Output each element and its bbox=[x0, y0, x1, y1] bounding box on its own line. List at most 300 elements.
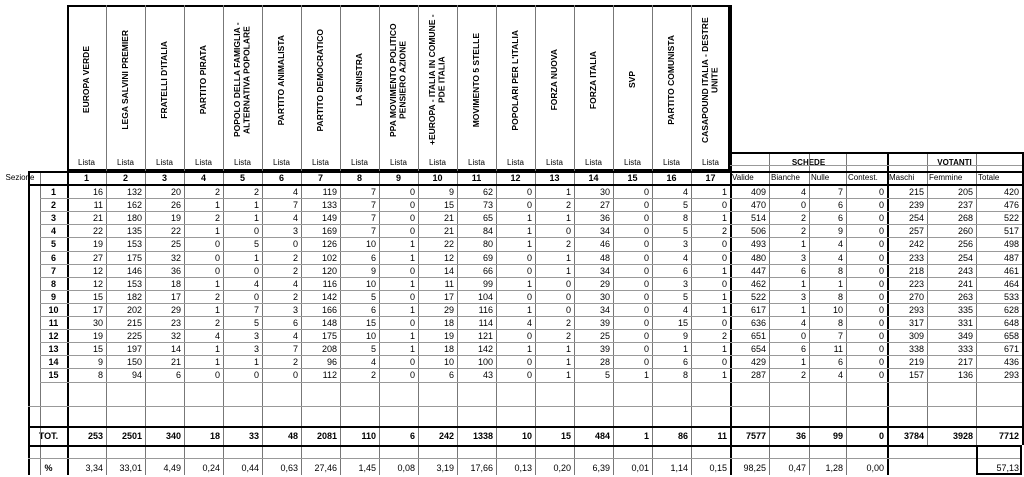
party-name: FORZA NUOVA bbox=[548, 49, 559, 111]
vote-cell: 4 bbox=[682, 252, 688, 263]
vote-cell: 4 bbox=[292, 187, 298, 197]
vote-cell: 2 bbox=[721, 226, 727, 237]
vote-cell: 14 bbox=[443, 265, 454, 276]
list-number: 14 bbox=[588, 173, 599, 183]
section-number: 12 bbox=[48, 331, 59, 342]
party-name: FORZA ITALIA bbox=[587, 50, 598, 110]
votanti-cell: 420 bbox=[1003, 187, 1019, 197]
schede-cell: 654 bbox=[750, 344, 766, 355]
vote-cell: 1 bbox=[409, 239, 415, 250]
schede-cell: 8 bbox=[837, 291, 843, 302]
vote-cell: 0 bbox=[643, 331, 649, 342]
votanti-cell: 349 bbox=[957, 331, 973, 342]
schede-cell: 1 bbox=[800, 239, 806, 250]
list-number: 5 bbox=[239, 173, 245, 183]
lista-label: Lista bbox=[273, 158, 290, 167]
vote-cell: 84 bbox=[482, 226, 493, 237]
vote-cell: 1 bbox=[409, 331, 415, 342]
vote-cell: 6 bbox=[292, 318, 298, 328]
vote-cell: 132 bbox=[126, 187, 142, 197]
schede-cell: 8 bbox=[837, 265, 843, 276]
grid-line bbox=[106, 5, 107, 475]
section-number: 1 bbox=[50, 187, 56, 197]
vote-cell: 17 bbox=[170, 291, 181, 302]
schede-cell: 636 bbox=[750, 318, 766, 328]
total-schede-cell: 0 bbox=[878, 431, 884, 441]
vote-cell: 135 bbox=[126, 226, 142, 237]
grid-line bbox=[887, 152, 889, 445]
total-vote-cell: 15 bbox=[560, 431, 571, 441]
vote-cell: 10 bbox=[443, 357, 454, 368]
vote-cell: 1 bbox=[721, 265, 727, 276]
total-vote-cell: 33 bbox=[248, 431, 259, 441]
vote-cell: 28 bbox=[599, 357, 610, 368]
grid-line bbox=[418, 5, 419, 475]
vote-cell: 4 bbox=[292, 278, 298, 289]
vote-cell: 0 bbox=[643, 278, 649, 289]
total-vote-cell: 10 bbox=[521, 431, 532, 441]
vote-cell: 73 bbox=[482, 200, 493, 211]
vote-cell: 25 bbox=[170, 239, 181, 250]
schede-cell: 429 bbox=[750, 357, 766, 368]
vote-cell: 1 bbox=[253, 357, 259, 368]
schede-cell: 3 bbox=[800, 252, 806, 263]
vote-cell: 0 bbox=[409, 226, 415, 237]
percent-vote-cell: 0,44 bbox=[241, 463, 259, 473]
votanti-col-header: Totale bbox=[978, 173, 1000, 182]
lista-label: Lista bbox=[312, 158, 329, 167]
schede-cell: 617 bbox=[750, 304, 766, 315]
vote-cell: 30 bbox=[92, 318, 103, 328]
schede-cell: 0 bbox=[878, 187, 884, 197]
vote-cell: 0 bbox=[409, 318, 415, 328]
votanti-cell: 338 bbox=[908, 344, 924, 355]
grid-line bbox=[40, 329, 1022, 330]
grid-line bbox=[40, 237, 1022, 238]
vote-cell: 1 bbox=[253, 200, 259, 211]
vote-cell: 175 bbox=[321, 331, 337, 342]
grid-line bbox=[223, 5, 224, 475]
vote-cell: 1 bbox=[409, 344, 415, 355]
schede-cell: 1 bbox=[837, 278, 843, 289]
vote-cell: 5 bbox=[682, 200, 688, 211]
vote-cell: 4 bbox=[253, 278, 259, 289]
grid-line bbox=[28, 184, 1022, 186]
vote-cell: 27 bbox=[599, 200, 610, 211]
vote-cell: 0 bbox=[526, 357, 532, 368]
vote-cell: 26 bbox=[170, 200, 181, 211]
grid-line bbox=[40, 171, 41, 475]
vote-cell: 0 bbox=[253, 370, 259, 381]
vote-cell: 0 bbox=[721, 252, 727, 263]
vote-cell: 9 bbox=[448, 187, 454, 197]
vote-cell: 19 bbox=[92, 331, 103, 342]
lista-label: Lista bbox=[585, 158, 602, 167]
vote-cell: 1 bbox=[214, 304, 220, 315]
vote-cell: 0 bbox=[409, 357, 415, 368]
vote-cell: 1 bbox=[565, 213, 571, 224]
votanti-col-header: Femmine bbox=[929, 173, 963, 182]
vote-cell: 2 bbox=[214, 291, 220, 302]
vote-cell: 1 bbox=[721, 304, 727, 315]
vote-cell: 9 bbox=[370, 265, 376, 276]
total-votanti-cell: 7712 bbox=[998, 431, 1019, 441]
vote-cell: 1 bbox=[643, 370, 649, 381]
schede-cell: 0 bbox=[878, 265, 884, 276]
percent-vote-cell: 3,19 bbox=[436, 463, 454, 473]
schede-cell: 2 bbox=[800, 370, 806, 381]
schede-cell: 0 bbox=[878, 200, 884, 211]
vote-cell: 17 bbox=[443, 291, 454, 302]
section-number: 11 bbox=[48, 318, 59, 328]
vote-cell: 34 bbox=[599, 226, 610, 237]
vote-cell: 17 bbox=[92, 304, 103, 315]
vote-cell: 1 bbox=[526, 213, 532, 224]
vote-cell: 1 bbox=[721, 187, 727, 197]
list-number: 2 bbox=[122, 173, 128, 183]
vote-cell: 6 bbox=[448, 370, 454, 381]
list-number: 13 bbox=[549, 173, 560, 183]
vote-cell: 2 bbox=[253, 187, 259, 197]
party-name-label bbox=[67, 10, 106, 150]
vote-cell: 34 bbox=[599, 265, 610, 276]
vote-cell: 0 bbox=[721, 278, 727, 289]
vote-cell: 215 bbox=[126, 318, 142, 328]
grid-line bbox=[262, 5, 263, 475]
vote-cell: 116 bbox=[478, 304, 493, 315]
votanti-cell: 254 bbox=[908, 213, 924, 224]
vote-cell: 1 bbox=[526, 239, 532, 250]
votanti-cell: 464 bbox=[1003, 278, 1019, 289]
vote-cell: 2 bbox=[292, 265, 298, 276]
vote-cell: 180 bbox=[126, 213, 142, 224]
votanti-cell: 293 bbox=[908, 304, 924, 315]
list-number: 8 bbox=[356, 173, 362, 183]
vote-cell: 20 bbox=[170, 187, 181, 197]
percent-vote-cell: 1,14 bbox=[670, 463, 688, 473]
vote-cell: 0 bbox=[409, 187, 415, 197]
votanti-cell: 254 bbox=[957, 252, 973, 263]
percent-vote-cell: 4,49 bbox=[163, 463, 181, 473]
vote-cell: 146 bbox=[126, 265, 142, 276]
vote-cell: 62 bbox=[482, 187, 493, 197]
schede-cell: 6 bbox=[800, 265, 806, 276]
schede-cell: 447 bbox=[750, 265, 766, 276]
vote-cell: 21 bbox=[443, 226, 454, 237]
vote-cell: 133 bbox=[321, 200, 337, 211]
section-number: 9 bbox=[50, 291, 56, 302]
vote-cell: 10 bbox=[365, 278, 376, 289]
votanti-cell: 628 bbox=[1003, 304, 1019, 315]
vote-cell: 0 bbox=[643, 318, 649, 328]
votanti-cell: 317 bbox=[908, 318, 924, 328]
vote-cell: 0 bbox=[643, 213, 649, 224]
total-vote-cell: 1 bbox=[643, 431, 649, 441]
lista-label: Lista bbox=[702, 158, 719, 167]
party-name-label bbox=[574, 10, 613, 150]
vote-cell: 65 bbox=[482, 213, 493, 224]
schede-cell: 462 bbox=[750, 278, 766, 289]
percent-votanti-total: 57,13 bbox=[996, 463, 1019, 473]
schede-cell: 4 bbox=[800, 318, 806, 328]
vote-cell: 1 bbox=[214, 344, 220, 355]
vote-cell: 0 bbox=[721, 318, 727, 328]
vote-cell: 1 bbox=[214, 200, 220, 211]
vote-cell: 2 bbox=[292, 357, 298, 368]
vote-cell: 3 bbox=[253, 331, 259, 342]
votanti-cell: 309 bbox=[908, 331, 924, 342]
vote-cell: 0 bbox=[643, 200, 649, 211]
percent-vote-cell: 1,45 bbox=[358, 463, 376, 473]
party-name: LEGA SALVINI PREMIER bbox=[119, 30, 130, 130]
grid-line bbox=[184, 5, 185, 475]
vote-cell: 1 bbox=[565, 187, 571, 197]
party-name: POPOLARI PER L'ITALIA bbox=[509, 29, 520, 131]
grid-line bbox=[652, 5, 653, 475]
vote-cell: 22 bbox=[170, 226, 181, 237]
schede-cell: 0 bbox=[878, 278, 884, 289]
grid-line bbox=[40, 277, 1022, 278]
vote-cell: 0 bbox=[214, 239, 220, 250]
percent-vote-cell: 0,08 bbox=[397, 463, 415, 473]
percent-vote-cell: 17,66 bbox=[470, 463, 493, 473]
vote-cell: 1 bbox=[682, 344, 688, 355]
schede-cell: 1 bbox=[800, 357, 806, 368]
schede-cell: 7 bbox=[837, 187, 843, 197]
section-number: 15 bbox=[48, 370, 59, 381]
vote-cell: 100 bbox=[477, 357, 493, 368]
vote-cell: 0 bbox=[721, 357, 727, 368]
vote-cell: 0 bbox=[526, 200, 532, 211]
lista-label: Lista bbox=[429, 158, 446, 167]
vote-cell: 1 bbox=[721, 344, 727, 355]
grid-line bbox=[40, 211, 1022, 212]
vote-cell: 1 bbox=[526, 344, 532, 355]
party-name-label bbox=[652, 10, 691, 150]
party-name: PARTITO COMUNISTA bbox=[665, 35, 676, 125]
vote-cell: 4 bbox=[682, 187, 688, 197]
votanti-cell: 533 bbox=[1003, 291, 1019, 302]
vote-cell: 1 bbox=[721, 370, 727, 381]
list-number: 12 bbox=[510, 173, 521, 183]
vote-cell: 1 bbox=[721, 291, 727, 302]
vote-cell: 4 bbox=[214, 331, 220, 342]
total-vote-cell: 2081 bbox=[316, 431, 337, 441]
schede-cell: 0 bbox=[878, 252, 884, 263]
section-number: 2 bbox=[50, 200, 56, 211]
vote-cell: 18 bbox=[443, 318, 454, 328]
schede-col-header: Nulle bbox=[811, 173, 830, 182]
schede-cell: 10 bbox=[832, 304, 843, 315]
party-name-label bbox=[301, 10, 340, 150]
vote-cell: 0 bbox=[253, 265, 259, 276]
vote-cell: 1 bbox=[565, 357, 571, 368]
vote-cell: 150 bbox=[126, 357, 142, 368]
party-name-label bbox=[106, 10, 145, 150]
schede-cell: 0 bbox=[878, 291, 884, 302]
vote-cell: 4 bbox=[370, 357, 376, 368]
party-name: PARTITO PIRATA bbox=[197, 45, 208, 115]
vote-cell: 9 bbox=[682, 331, 688, 342]
vote-cell: 1 bbox=[526, 226, 532, 237]
grid-line bbox=[67, 5, 69, 475]
schede-cell: 6 bbox=[837, 357, 843, 368]
vote-cell: 142 bbox=[477, 344, 493, 355]
vote-cell: 30 bbox=[599, 187, 610, 197]
lista-label: Lista bbox=[507, 158, 524, 167]
schede-cell: 0 bbox=[800, 200, 806, 211]
schede-cell: 470 bbox=[750, 200, 766, 211]
vote-cell: 1 bbox=[214, 226, 220, 237]
vote-cell: 0 bbox=[214, 370, 220, 381]
vote-cell: 48 bbox=[599, 252, 610, 263]
vote-cell: 102 bbox=[321, 252, 337, 263]
vote-cell: 1 bbox=[565, 252, 571, 263]
votanti-cell: 461 bbox=[1003, 265, 1019, 276]
schede-cell: 493 bbox=[750, 239, 766, 250]
vote-cell: 11 bbox=[93, 200, 103, 211]
percent-label: % bbox=[44, 463, 53, 473]
grid-line bbox=[379, 5, 380, 475]
list-number: 16 bbox=[666, 173, 677, 183]
votanti-cell: 335 bbox=[957, 304, 973, 315]
vote-cell: 153 bbox=[126, 278, 142, 289]
total-vote-cell: 6 bbox=[409, 431, 415, 441]
party-name: CASAPOUND ITALIA - DESTRE UNITE bbox=[700, 17, 720, 143]
vote-cell: 29 bbox=[599, 278, 610, 289]
vote-cell: 6 bbox=[370, 252, 376, 263]
lista-label: Lista bbox=[663, 158, 680, 167]
party-name-label bbox=[379, 10, 418, 150]
vote-cell: 1 bbox=[253, 252, 259, 263]
vote-cell: 0 bbox=[253, 291, 259, 302]
grid-line bbox=[40, 342, 1022, 343]
vote-cell: 12 bbox=[443, 252, 454, 263]
vote-cell: 0 bbox=[565, 226, 571, 237]
votanti-cell: 223 bbox=[908, 278, 924, 289]
sezione-label: Sezione bbox=[5, 173, 35, 182]
total-vote-cell: 48 bbox=[287, 431, 298, 441]
percent-vote-cell: 0,15 bbox=[709, 463, 727, 473]
vote-cell: 169 bbox=[321, 226, 337, 237]
total-vote-cell: 2501 bbox=[121, 431, 142, 441]
vote-cell: 18 bbox=[170, 278, 181, 289]
percent-schede-cell: 0,00 bbox=[866, 463, 884, 473]
vote-cell: 32 bbox=[170, 252, 181, 263]
party-name-label bbox=[457, 10, 496, 150]
vote-cell: 0 bbox=[721, 200, 727, 211]
party-name: LA SINISTRA bbox=[353, 53, 364, 107]
grid-line bbox=[730, 152, 1022, 154]
lista-label: Lista bbox=[468, 158, 485, 167]
schede-title: SCHEDE bbox=[791, 158, 826, 167]
vote-cell: 120 bbox=[321, 265, 337, 276]
vote-cell: 166 bbox=[321, 304, 337, 315]
total-vote-cell: 11 bbox=[717, 431, 727, 441]
lista-label: Lista bbox=[117, 158, 134, 167]
vote-cell: 30 bbox=[599, 291, 610, 302]
vote-cell: 182 bbox=[126, 291, 142, 302]
grid-line bbox=[28, 171, 30, 475]
vote-cell: 3 bbox=[253, 344, 259, 355]
vote-cell: 197 bbox=[126, 344, 142, 355]
votanti-cell: 215 bbox=[908, 187, 924, 197]
votanti-col-header: Maschi bbox=[889, 173, 915, 182]
list-number: 15 bbox=[627, 173, 638, 183]
votanti-cell: 648 bbox=[1003, 318, 1019, 328]
grid-line bbox=[40, 303, 1022, 304]
schede-cell: 4 bbox=[837, 239, 843, 250]
schede-cell: 480 bbox=[750, 252, 766, 263]
grid-line bbox=[927, 152, 928, 445]
vote-cell: 8 bbox=[97, 370, 103, 381]
vote-cell: 0 bbox=[643, 265, 649, 276]
schede-cell: 287 bbox=[750, 370, 766, 381]
vote-cell: 11 bbox=[444, 278, 454, 289]
lista-label: Lista bbox=[624, 158, 641, 167]
schede-cell: 6 bbox=[837, 213, 843, 224]
vote-cell: 0 bbox=[643, 344, 649, 355]
grid-line bbox=[301, 5, 302, 475]
party-name: POPOLO DELLA FAMIGLIA - ALTERNATIVA POPOLARE bbox=[232, 22, 252, 138]
grid-line bbox=[40, 316, 1022, 317]
percent-vote-cell: 33,01 bbox=[119, 463, 142, 473]
list-number: 4 bbox=[200, 173, 206, 183]
percent-vote-cell: 6,39 bbox=[592, 463, 610, 473]
vote-cell: 21 bbox=[170, 357, 181, 368]
vote-cell: 0 bbox=[526, 331, 532, 342]
vote-cell: 0 bbox=[409, 200, 415, 211]
grid-line bbox=[28, 171, 1022, 173]
lista-label: Lista bbox=[78, 158, 95, 167]
vote-cell: 2 bbox=[292, 252, 298, 263]
party-name-label bbox=[691, 10, 730, 150]
grid-line bbox=[613, 5, 614, 475]
section-number: 3 bbox=[50, 213, 56, 224]
schede-cell: 4 bbox=[800, 187, 806, 197]
percent-vote-cell: 3,34 bbox=[85, 463, 103, 473]
percent-schede-cell: 0,47 bbox=[788, 463, 806, 473]
lista-label: Lista bbox=[234, 158, 251, 167]
vote-cell: 225 bbox=[126, 331, 142, 342]
list-number: 11 bbox=[471, 173, 482, 183]
vote-cell: 8 bbox=[682, 370, 688, 381]
party-name: FRATELLI D'ITALIA bbox=[158, 41, 169, 119]
lista-label: Lista bbox=[351, 158, 368, 167]
grid-line bbox=[28, 445, 1022, 447]
vote-cell: 162 bbox=[126, 200, 142, 211]
percent-schede-cell: 98,25 bbox=[743, 463, 766, 473]
vote-cell: 43 bbox=[482, 370, 493, 381]
vote-cell: 19 bbox=[92, 239, 103, 250]
vote-cell: 0 bbox=[565, 278, 571, 289]
grid-line bbox=[28, 426, 1022, 428]
schede-cell: 522 bbox=[750, 291, 766, 302]
total-schede-cell: 7577 bbox=[745, 431, 766, 441]
total-vote-cell: 484 bbox=[594, 431, 610, 441]
vote-cell: 19 bbox=[170, 213, 181, 224]
schede-cell: 506 bbox=[750, 226, 766, 237]
votanti-cell: 260 bbox=[957, 226, 973, 237]
votanti-cell: 671 bbox=[1003, 344, 1019, 355]
votanti-cell: 239 bbox=[908, 200, 924, 211]
vote-cell: 0 bbox=[565, 304, 571, 315]
grid-line bbox=[457, 5, 458, 475]
vote-cell: 8 bbox=[682, 213, 688, 224]
vote-cell: 1 bbox=[214, 357, 220, 368]
list-number: 7 bbox=[317, 173, 323, 183]
vote-cell: 0 bbox=[526, 370, 532, 381]
